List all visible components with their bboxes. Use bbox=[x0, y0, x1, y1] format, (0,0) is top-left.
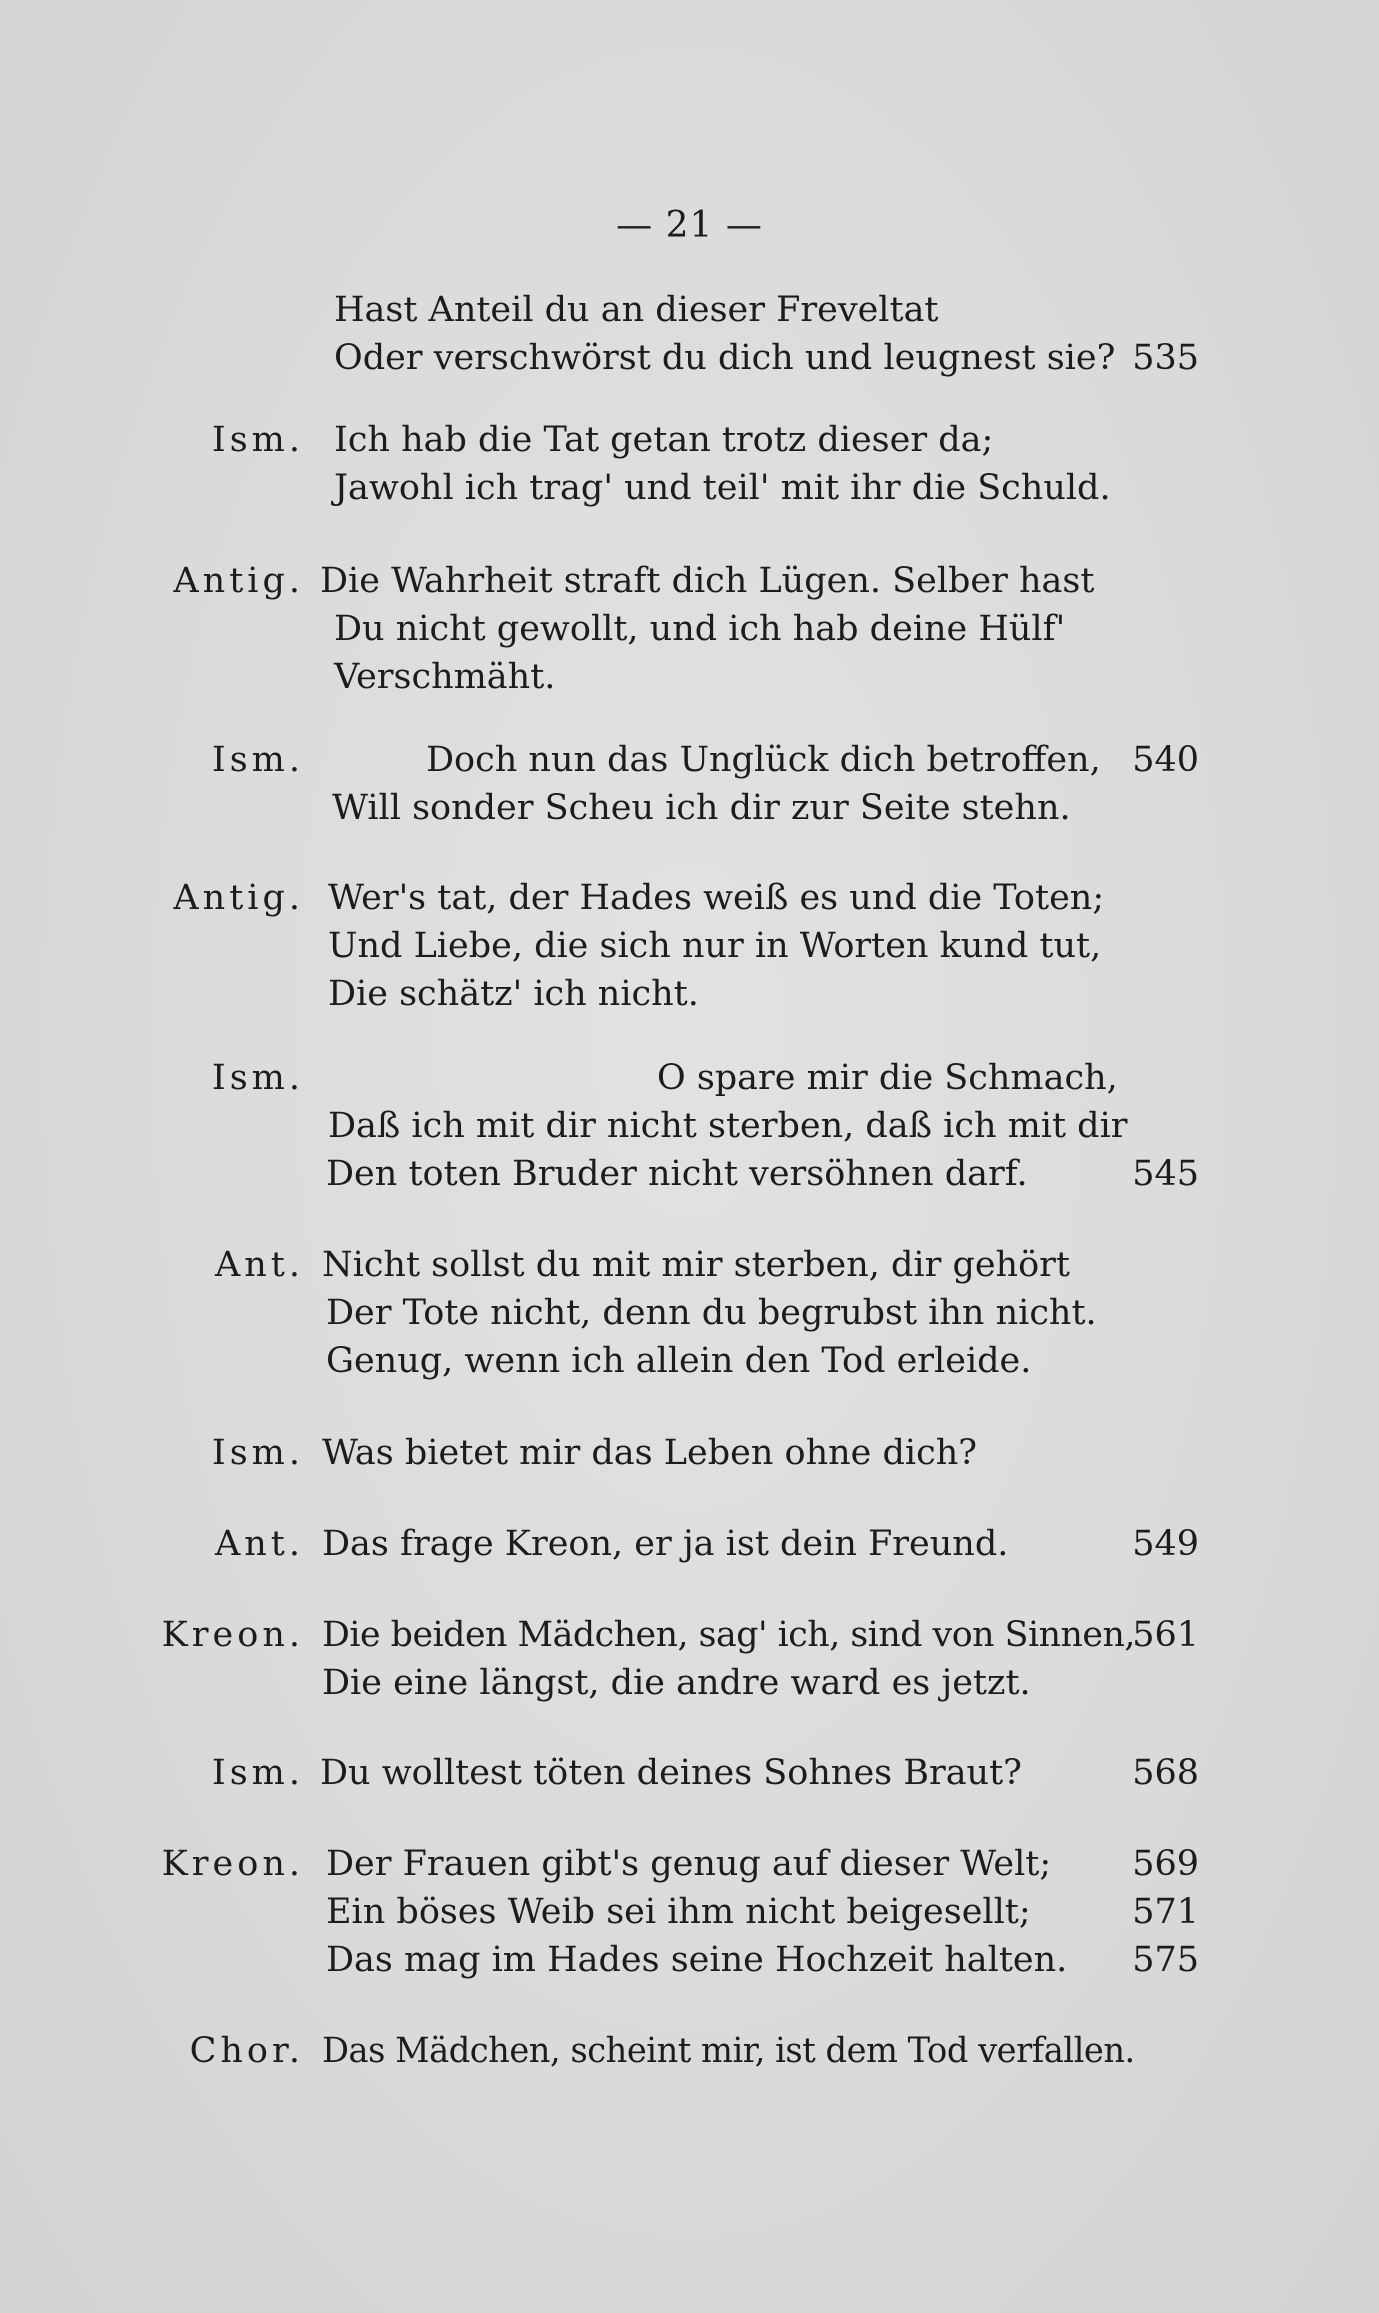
speaker-label: Antig. bbox=[173, 561, 304, 601]
verse-line: Die eine längst, die andre ward es jetzt. bbox=[322, 1663, 1031, 1703]
line-number: 571 bbox=[1132, 1892, 1199, 1932]
verse-line: Nicht sollst du mit mir sterben, dir gehört bbox=[322, 1245, 1070, 1285]
verse-line: Das Mädchen, scheint mir, ist dem Tod verfallen. bbox=[322, 2031, 1135, 2071]
line-number: 561 bbox=[1132, 1615, 1199, 1655]
verse-line: Daß ich mit dir nicht sterben, daß ich mit dir bbox=[328, 1106, 1128, 1146]
verse-line: Oder verschwörst du dich und leugnest sie? bbox=[334, 338, 1116, 378]
verse-line: Die Wahrheit straft dich Lügen. Selber hast bbox=[320, 561, 1095, 601]
line-number: 540 bbox=[1132, 740, 1199, 780]
verse-line: Die beiden Mädchen, sag' ich, sind von Sinnen, bbox=[322, 1615, 1135, 1655]
speaker-label: Ism. bbox=[211, 1753, 304, 1793]
speaker-label: Chor. bbox=[189, 2031, 304, 2071]
speaker-label: Ism. bbox=[211, 1433, 304, 1473]
verse-line: Wer's tat, der Hades weiß es und die Toten; bbox=[328, 878, 1105, 918]
verse-line: Hast Anteil du an dieser Freveltat bbox=[334, 290, 939, 330]
speaker-label: Ism. bbox=[211, 420, 304, 460]
verse-line: Genug, wenn ich allein den Tod erleide. bbox=[326, 1341, 1032, 1381]
verse-line: Will sonder Scheu ich dir zur Seite stehn. bbox=[332, 788, 1071, 828]
verse-line: Jawohl ich trag' und teil' mit ihr die Schuld. bbox=[334, 468, 1111, 508]
verse-line: Du wolltest töten deines Sohnes Braut? bbox=[320, 1753, 1022, 1793]
speaker-label: Ism. bbox=[211, 740, 304, 780]
verse-line: Doch nun das Unglück dich betroffen, bbox=[426, 740, 1101, 780]
line-number: 549 bbox=[1132, 1524, 1199, 1564]
verse-line: Die schätz' ich nicht. bbox=[328, 974, 699, 1014]
line-number: 568 bbox=[1132, 1753, 1199, 1793]
speaker-label: Ant. bbox=[214, 1245, 304, 1285]
verse-line: Ein böses Weib sei ihm nicht beigesellt; bbox=[326, 1892, 1031, 1932]
page-number: — 21 — bbox=[616, 205, 763, 246]
line-number: 535 bbox=[1132, 338, 1199, 378]
verse-line: Den toten Bruder nicht versöhnen darf. bbox=[326, 1154, 1028, 1194]
verse-line: Das mag im Hades seine Hochzeit halten. bbox=[326, 1940, 1068, 1980]
line-number: 575 bbox=[1132, 1940, 1199, 1980]
speaker-label: Ism. bbox=[211, 1058, 304, 1098]
verse-line: Das frage Kreon, er ja ist dein Freund. bbox=[322, 1524, 1009, 1564]
speaker-label: Ant. bbox=[214, 1524, 304, 1564]
line-number: 569 bbox=[1132, 1844, 1199, 1884]
speaker-label: Kreon. bbox=[161, 1844, 304, 1884]
verse-line: Verschmäht. bbox=[334, 657, 556, 697]
verse-line: Und Liebe, die sich nur in Worten kund tut, bbox=[328, 926, 1102, 966]
verse-line: O spare mir die Schmach, bbox=[657, 1058, 1118, 1098]
verse-line: Der Frauen gibt's genug auf dieser Welt; bbox=[326, 1844, 1052, 1884]
speaker-label: Kreon. bbox=[161, 1615, 304, 1655]
verse-line: Ich hab die Tat getan trotz dieser da; bbox=[334, 420, 994, 460]
line-number: 545 bbox=[1132, 1154, 1199, 1194]
verse-line: Der Tote nicht, denn du begrubst ihn nicht. bbox=[326, 1293, 1097, 1333]
speaker-label: Antig. bbox=[173, 878, 304, 918]
verse-line: Du nicht gewollt, und ich hab deine Hülf' bbox=[334, 609, 1066, 649]
verse-line: Was bietet mir das Leben ohne dich? bbox=[322, 1433, 978, 1473]
